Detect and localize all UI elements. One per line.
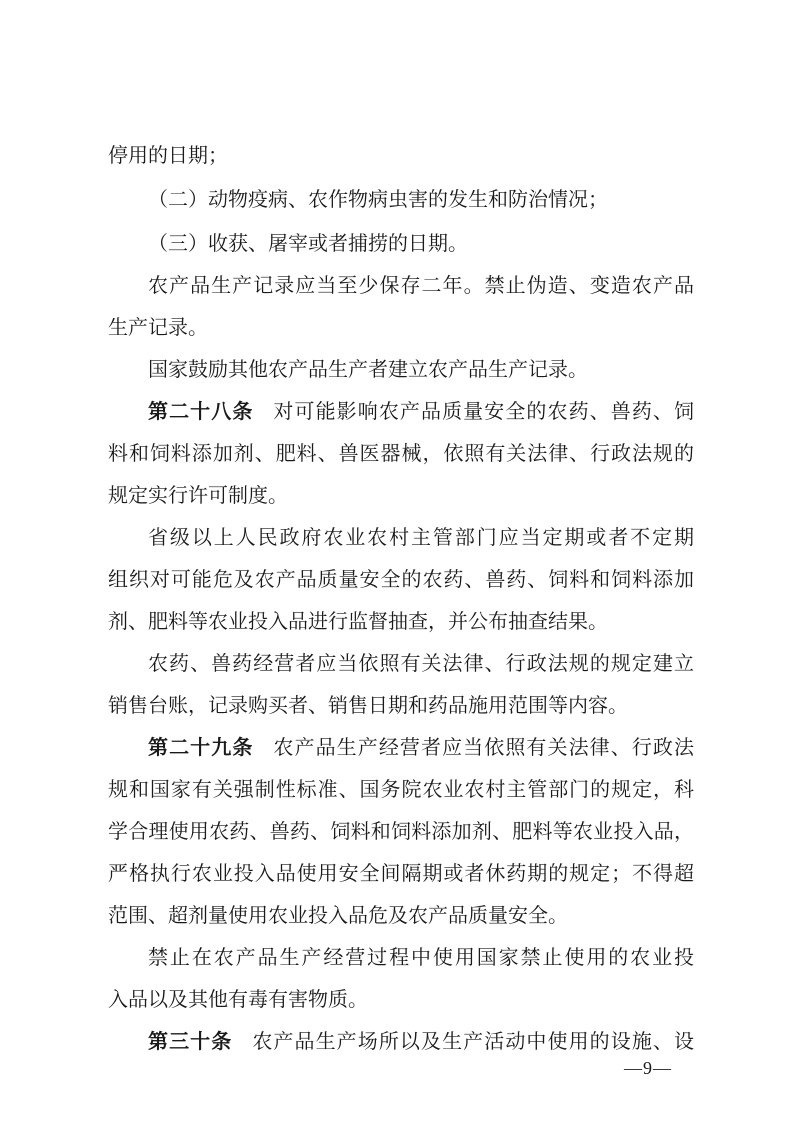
article-heading: 第三十条 [148, 1029, 233, 1053]
paragraph-line: 剂、肥料等农业投入品进行监督抽查，并公布抽查结果。 [108, 609, 608, 633]
article-29-first-line [108, 730, 694, 764]
article-heading: 第二十八条 [148, 399, 254, 423]
paragraph-line: 生产记录。 [108, 315, 208, 339]
paragraph-line: 规定实行许可制度。 [108, 483, 288, 507]
article-heading: 第二十九条 [148, 735, 254, 759]
paragraph-line: 农药、兽药经营者应当依照有关法律、行政法规的规定建立 [148, 651, 694, 675]
paragraph-line: 国家鼓励其他农产品生产者建立农产品生产记录。 [148, 357, 588, 381]
paragraph-line: 农产品生产记录应当至少保存二年。禁止伪造、变造农产品 [148, 273, 694, 297]
paragraph-line: 入品以及其他有毒有害物质。 [108, 987, 368, 1011]
paragraph-line: 停用的日期； [108, 143, 228, 167]
paragraph-line: （二）动物疫病、农作物病虫害的发生和防治情况； [148, 187, 608, 211]
article-28-first-line [108, 394, 694, 428]
paragraph-line: 农产品生产场所以及生产活动中使用的设施、设 [252, 1029, 695, 1053]
paragraph-line: 省级以上人民政府农业农村主管部门应当定期或者不定期 [148, 525, 694, 549]
page-number: —9— [624, 1058, 672, 1078]
paragraph-line: 销售台账，记录购买者、销售日期和药品施用范围等内容。 [108, 693, 628, 717]
paragraph-line: 学合理使用农药、兽药、饲料和饲料添加剂、肥料等农业投入品， [108, 819, 694, 843]
paragraph-line: 规和国家有关强制性标准、国务院农业农村主管部门的规定，科 [108, 777, 694, 801]
paragraph-line: （三）收获、屠宰或者捕捞的日期。 [148, 231, 468, 255]
paragraph-line: 范围、超剂量使用农业投入品危及农产品质量安全。 [108, 903, 568, 927]
paragraph-line: 对可能影响农产品质量安全的农药、兽药、饲 [273, 399, 695, 423]
paragraph-line: 严格执行农业投入品使用安全间隔期或者休药期的规定；不得超 [108, 861, 694, 885]
paragraph-line: 料和饲料添加剂、肥料、兽医器械，依照有关法律、行政法规的 [108, 441, 694, 465]
article-30-first-line [108, 1024, 694, 1058]
paragraph-line: 农产品生产经营者应当依照有关法律、行政法 [273, 735, 695, 759]
paragraph-line: 禁止在农产品生产经营过程中使用国家禁止使用的农业投 [148, 945, 694, 969]
paragraph-line: 组织对可能危及农产品质量安全的农药、兽药、饲料和饲料添加 [108, 567, 694, 591]
